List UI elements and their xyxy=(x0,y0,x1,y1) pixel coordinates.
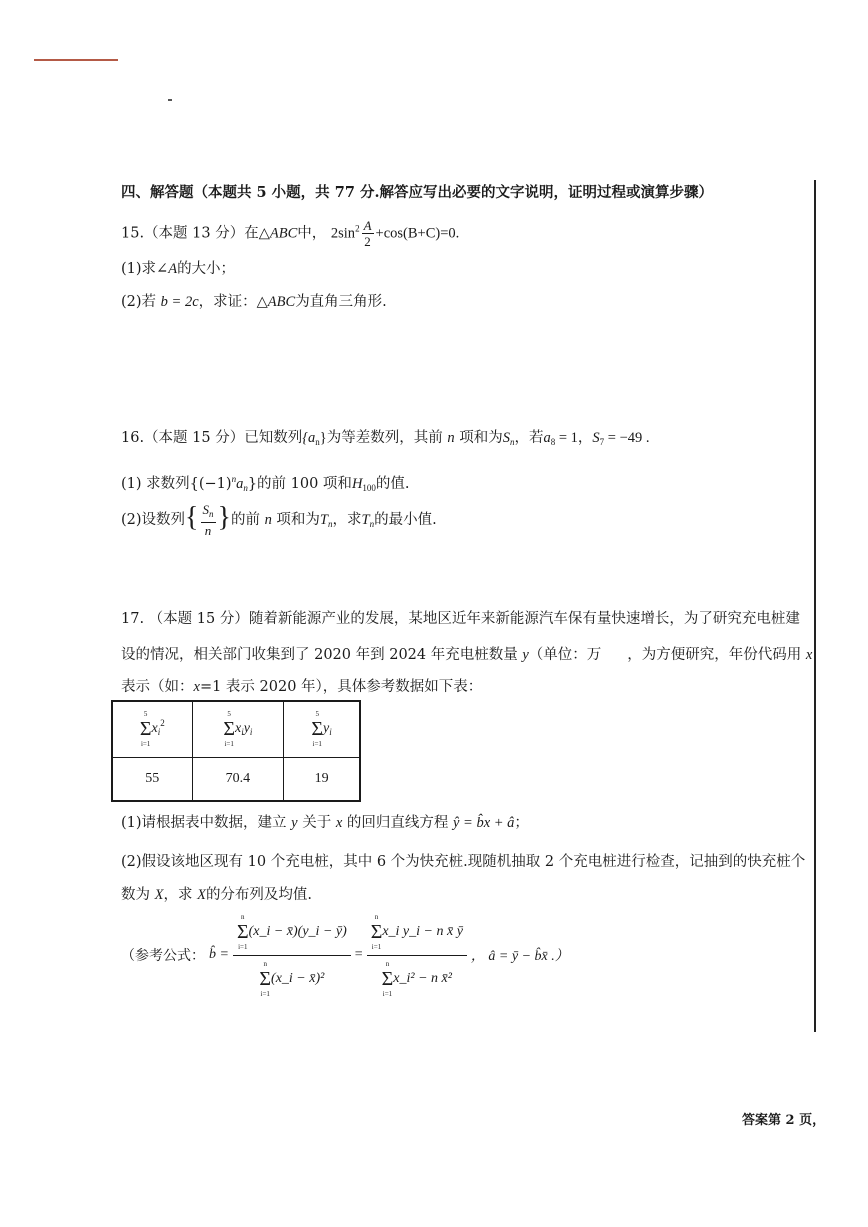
q16-statement: 16.（本题 15 分）已知数列$\{a_n\}$为等差数列，其前 n 项和为$S_n$，若$a_8 = 1$，$S_7 = -49$ . xyxy=(121,430,650,447)
table-cell: 70.4 xyxy=(192,757,284,801)
table-row xyxy=(112,757,360,801)
q17-part2-line2: 数为 X，求 X的分布列及均值. xyxy=(121,887,313,903)
q17-part1: (1)请根据表中数据，建立 y 关于 x 的回归直线方程 ŷ = b̂x + â； xyxy=(121,815,529,831)
q17-line1: 17. （本题 15 分）随着新能源产业的发展，某地区近年来新能源汽车保有量快速增长，为了研究充电桩建 xyxy=(121,611,800,627)
table-header-sum-x-squared: 5 Σ i=1 $x_i^2$ xyxy=(112,701,192,757)
section-heading: 四、解答题（本题共 5 小题，共 77 分.解答应写出必要的文字说明，证明过程或演算步骤） xyxy=(121,184,714,201)
data-table xyxy=(111,700,361,802)
q15-part2: (2)若 b = 2c，求证：△ABC为直角三角形. xyxy=(121,294,387,310)
formula-fraction-1: n Σ i=1 (x_i − x̄)(y_i − ȳ) n Σ i=1 (x_i − x̄)² xyxy=(233,912,351,999)
table-header-row xyxy=(112,701,360,757)
q15-part1: (1)求∠A的大小； xyxy=(121,261,236,277)
formula-fraction-2: n Σ i=1 x_i y_i − n x̄ ȳ n Σ i=1 x_i² − n x̄² xyxy=(367,912,467,999)
reference-formula: （参考公式： b̂ = n Σ i=1 (x_i − x̄)(y_i − ȳ) n Σ i=1 (x_i − x̄)² = n Σ i=1 x_i y_i − n x̄ ȳ n Σ i=1 x_i² − n x̄² ， â = ȳ − b̂x̄ .） xyxy=(121,912,569,998)
q16-part1: (1) 求数列$\{(-1)^na_n\}$的前 100 项和$H_{100}$的值. xyxy=(121,474,410,493)
q16-part2: (2)设数列{ $\frac{S_n}{n}$ }的前 n 项和为$T_n$，求$T_n$的最小值. xyxy=(121,502,437,538)
page-border-line xyxy=(814,180,816,1032)
q17-line2: 设的情况，相关部门收集到了 2020 年到 2024 年充电桩数量 y（单位：万 ，为方便研究，年份代码用 x xyxy=(121,647,813,663)
table-cell: 55 xyxy=(112,757,192,801)
table-header-sum-y: 5 Σ i=1 $y_i$ xyxy=(284,701,360,757)
page-footer: 答案第 2 页， xyxy=(742,1113,826,1128)
table-header-sum-xy: 5 Σ i=1 $x_iy_i$ xyxy=(192,701,284,757)
scan-mark xyxy=(34,59,118,61)
q17-part2-line1: (2)假设该地区现有 10 个充电桩，其中 6 个为快充桩.现随机抽取 2 个充电桩进行检查，记抽到的快充桩个 xyxy=(121,854,806,870)
q15-statement: 15.（本题 13 分）在△ABC中， $2\sin^2$ $\frac{A}{2}$ +cos(B+C)=0. xyxy=(121,218,460,249)
scan-dot xyxy=(168,99,172,101)
q17-line3: 表示（如：x=1 表示 2020 年），具体参考数据如下表： xyxy=(121,679,483,695)
table-cell: 19 xyxy=(284,757,360,801)
